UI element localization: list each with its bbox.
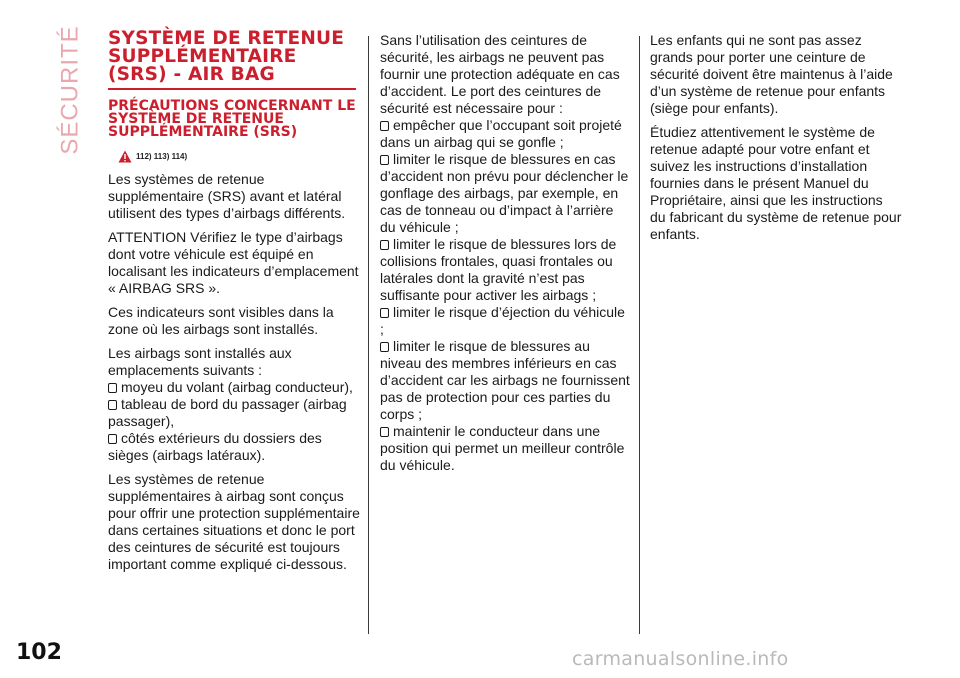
paragraph: Les enfants qui ne sont pas assez grands pour porter une ceinture de sécurité doivent être maintenus à l’aide d’un système de retenue pour enfants (siège pour enfants).: [650, 32, 893, 116]
bullet-text: tableau de bord du passager (airbag passager),: [108, 396, 347, 429]
warning-triangle-icon: [118, 150, 132, 163]
bullet-item: [108, 430, 360, 464]
paragraph: Les systèmes de retenue supplémentaire (SRS) avant et latéral utilisent des types d’airbags différents.: [108, 171, 346, 221]
checkbox-bullet-icon: [108, 434, 117, 444]
bullet-text: côtés extérieurs du dossiers des sièges (airbags latéraux).: [108, 430, 322, 463]
subsection-title: PRÉCAUTIONS CONCERNANT LE SYSTÈME DE RETENUE SUPPLÉMENTAIRE (SRS): [108, 98, 356, 140]
checkbox-bullet-icon: [380, 240, 389, 250]
warning-reference-numbers: 112) 113) 114): [136, 152, 188, 161]
bullet-text: empêcher que l’occupant soit projeté dans un airbag qui se gonfle ;: [380, 117, 622, 150]
bullet-item: [108, 396, 360, 430]
column-1: [108, 30, 360, 580]
bullet-item: [380, 338, 632, 423]
paragraph: Les airbags sont installés aux emplacements suivants :: [108, 345, 292, 378]
bullet-text: limiter le risque de blessures en cas d’accident non prévu pour déclencher le gonflage des airbags, par exemple, en cas de tonneau ou d’impact à l’arrière du véhicule ;: [380, 151, 629, 235]
bullet-text: limiter le risque de blessures lors de collisions frontales, quasi frontales ou latérales dont la gravité n’est pas suffisante pour activer les airbags ;: [380, 236, 617, 303]
bullet-item: [380, 236, 632, 304]
bullet-text: moyeu du volant (airbag conducteur),: [121, 379, 353, 395]
section-title: SYSTÈME DE RETENUE SUPPLÉMENTAIRE (SRS) - AIR BAG: [108, 30, 356, 90]
checkbox-bullet-icon: [380, 155, 389, 165]
warning-references: [118, 148, 360, 165]
checkbox-bullet-icon: [108, 400, 117, 410]
bullet-item: [108, 379, 360, 396]
side-section-tab: [56, 25, 86, 155]
column-3: [650, 32, 902, 250]
paragraph: Sans l’utilisation des ceintures de sécurité, les airbags ne peuvent pas fournir une protection adéquate en cas d’accident. Le port des ceintures de sécurité est nécessaire pour :: [380, 32, 620, 116]
paragraph: Les systèmes de retenue supplémentaires à airbag sont conçus pour offrir une protection supplémentaire dans certaines situations et donc le port des ceintures de sécurité est toujours important comme expliqué ci-dessous.: [108, 471, 360, 572]
checkbox-bullet-icon: [380, 427, 389, 437]
bullet-item: [380, 304, 632, 338]
checkbox-bullet-icon: [380, 342, 389, 352]
bullet-text: maintenir le conducteur dans une position qui permet un meilleur contrôle du véhicule.: [380, 423, 625, 473]
checkbox-bullet-icon: [108, 383, 117, 393]
column-2: [380, 32, 632, 474]
bullet-item: [380, 117, 632, 151]
checkbox-bullet-icon: [380, 308, 389, 318]
checkbox-bullet-icon: [380, 121, 389, 131]
bullet-text: limiter le risque d’éjection du véhicule ;: [380, 304, 625, 337]
watermark: carmanualsonline.info: [572, 648, 789, 670]
side-section-label: SÉCURITÉ: [57, 25, 85, 155]
bullet-item: [380, 423, 632, 474]
attention-paragraph: ATTENTION Vérifiez le type d’airbags dont votre véhicule est équipé en localisant les indicateurs d’emplacement « AIRBAG SRS ».: [108, 229, 359, 296]
column-divider-left: [368, 36, 369, 634]
bullet-text: limiter le risque de blessures au niveau des membres inférieurs en cas d’accident car les airbags ne fournissent pas de protection pour ces parties du corps ;: [380, 338, 630, 422]
bullet-item: [380, 151, 632, 236]
page-number: 102: [16, 640, 62, 665]
paragraph: Ces indicateurs sont visibles dans la zone où les airbags sont installés.: [108, 304, 334, 337]
paragraph: Étudiez attentivement le système de retenue adapté pour votre enfant et suivez les instructions d’installation fournies dans le présent Manuel du Propriétaire, ainsi que les instructions du fabricant du système de retenue pour enfants.: [650, 124, 902, 242]
column-divider-right: [639, 36, 640, 634]
